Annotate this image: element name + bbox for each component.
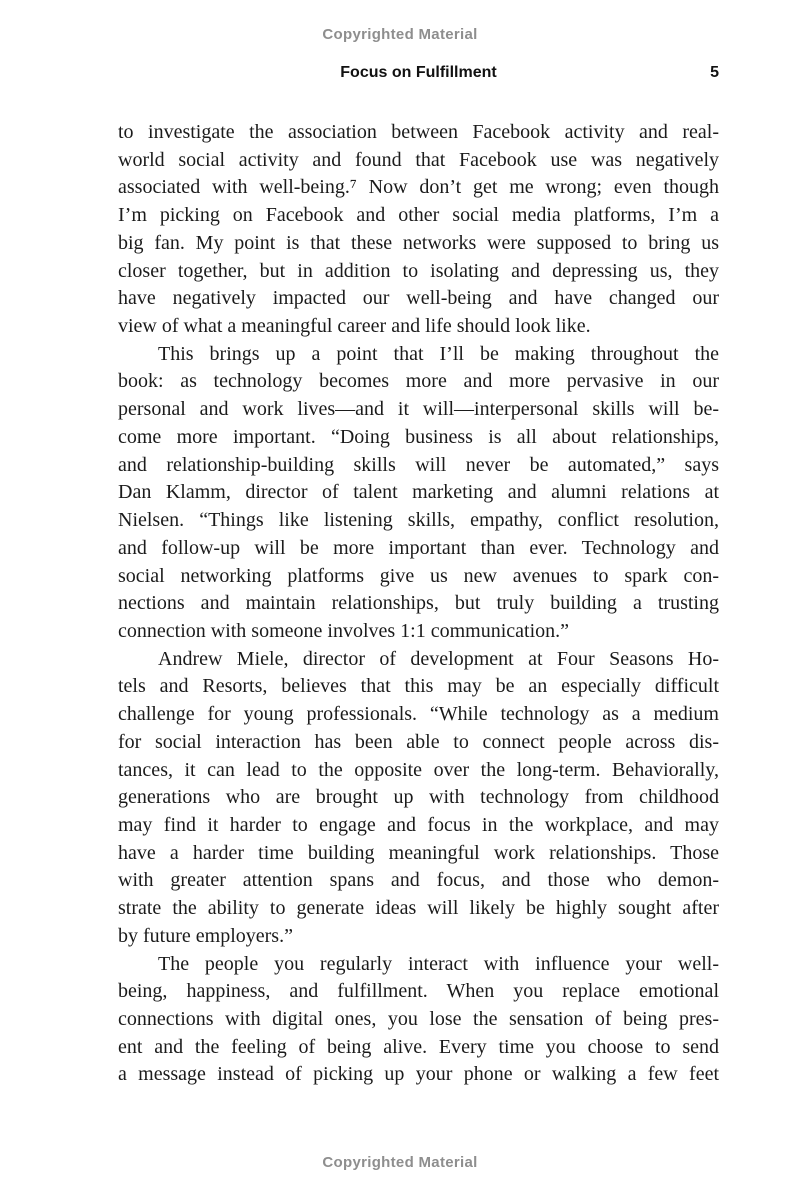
text-line: a message instead of picking up your phone or walking a few feet — [118, 1063, 719, 1086]
text-line: big fan. My point is that these networks were supposed to bring us — [118, 231, 719, 254]
text-line: challenge for young professionals. “While technology as a medium — [118, 703, 719, 726]
text-line: world social activity and found that Facebook use was negatively — [118, 148, 719, 171]
page-number: 5 — [710, 64, 719, 81]
page-body — [118, 119, 719, 1089]
text-line: connection with someone involves 1:1 communication.” — [118, 619, 570, 642]
running-header — [118, 64, 719, 86]
text-line: with greater attention spans and focus, and those who demon- — [118, 869, 719, 892]
text-line: associated with well-being.⁷ Now don’t get me wrong; even though — [118, 176, 719, 199]
text-line: for social interaction has been able to connect people across dis- — [118, 730, 719, 753]
text-line: generations who are brought up with technology from childhood — [118, 786, 719, 809]
text-line: social networking platforms give us new avenues to spark con- — [118, 564, 719, 587]
text-line: ent and the feeling of being alive. Every time you choose to send — [118, 1035, 719, 1058]
text-line: nections and maintain relationships, but truly building a trusting — [118, 592, 719, 615]
text-line: being, happiness, and fulfillment. When you replace emotional — [118, 980, 719, 1003]
text-line: come more important. “Doing business is all about relationships, — [118, 425, 719, 448]
text-line: strate the ability to generate ideas will likely be highly sought after — [118, 897, 719, 920]
text-line: This brings up a point that I’ll be making throughout the — [158, 342, 719, 365]
text-line: view of what a meaningful career and life should look like. — [118, 315, 591, 338]
text-line: by future employers.” — [118, 924, 293, 947]
paragraph — [118, 951, 719, 1090]
paragraph — [118, 341, 719, 646]
text-line: Dan Klamm, director of talent marketing and alumni relations at — [118, 481, 719, 504]
paragraph — [118, 119, 719, 341]
text-line: Andrew Miele, director of development at Four Seasons Ho- — [158, 647, 719, 670]
copyright-watermark-bottom: Copyrighted Material — [322, 1154, 478, 1171]
text-line: and relationship-building skills will never be automated,” says — [118, 453, 719, 476]
text-line: have negatively impacted our well-being and have changed our — [118, 287, 719, 310]
text-line: closer together, but in addition to isolating and depressing us, they — [118, 259, 719, 282]
paragraph — [118, 646, 719, 951]
text-line: tels and Resorts, believes that this may be an especially difficult — [118, 675, 719, 698]
text-line: The people you regularly interact with influence your well- — [158, 952, 719, 975]
copyright-watermark-top: Copyrighted Material — [322, 26, 478, 43]
text-line: book: as technology becomes more and more pervasive in our — [118, 370, 719, 393]
text-line: have a harder time building meaningful work relationships. Those — [118, 841, 719, 864]
text-line: connections with digital ones, you lose the sensation of being pres- — [118, 1008, 719, 1030]
text-line: I’m picking on Facebook and other social media platforms, I’m a — [118, 204, 719, 227]
text-line: and follow-up will be more important than ever. Technology and — [118, 536, 719, 559]
text-line: to investigate the association between Facebook activity and real- — [118, 121, 719, 143]
text-line: Nielsen. “Things like listening skills, empathy, conflict resolution, — [118, 509, 719, 532]
text-line: may find it harder to engage and focus in the workplace, and may — [118, 813, 719, 836]
text-line: tances, it can lead to the opposite over the long-term. Behaviorally, — [118, 758, 719, 781]
text-line: personal and work lives—and it will—interpersonal skills will be- — [118, 398, 719, 421]
chapter-title: Focus on Fulfillment — [340, 64, 497, 81]
